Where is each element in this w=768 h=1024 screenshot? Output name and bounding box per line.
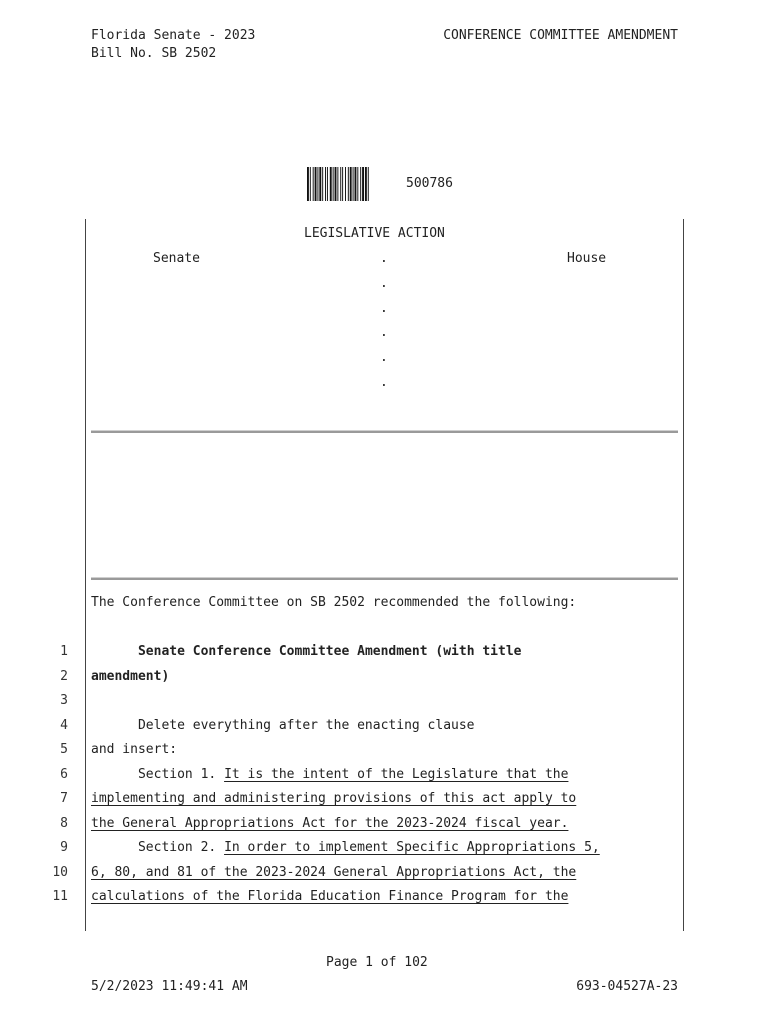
amendment-line: [91, 644, 521, 659]
intro-text: The Conference Committee on SB 2502 recommended the following:: [91, 595, 577, 610]
inserted-text: calculations of the Florida Education Finance Program for the: [91, 889, 569, 904]
barcode-bar: [337, 167, 338, 201]
line-number: 10: [52, 864, 68, 880]
action-dot: .: [380, 301, 388, 316]
barcode-bar: [307, 167, 309, 201]
barcode-bar: [335, 167, 337, 201]
barcode-bar: [355, 167, 357, 201]
line-text: Section 2.: [91, 840, 225, 855]
action-dot: .: [380, 251, 388, 266]
barcode-bar: [319, 167, 321, 201]
line-number: 8: [60, 815, 68, 831]
barcode-bar: [317, 167, 318, 201]
inserted-text: implementing and administering provisions of this act apply to: [91, 791, 577, 806]
line-number: 5: [60, 742, 68, 757]
barcode-bar: [348, 167, 349, 201]
legislative-action-title: LEGISLATIVE ACTION: [304, 226, 445, 241]
barcode-bar: [333, 167, 334, 201]
action-dot: .: [380, 325, 388, 340]
barcode-bar: [310, 167, 311, 201]
line-text: [91, 644, 138, 659]
line-number: 2: [60, 668, 68, 684]
barcode-bar: [322, 167, 323, 201]
line-number: 11: [52, 889, 68, 904]
barcode-bar: [368, 167, 369, 201]
amendment-line: [91, 718, 475, 733]
line-text: Delete everything after the enacting clause: [91, 717, 475, 733]
page-number: Page 1 of 102: [326, 955, 428, 970]
inserted-text: the General Appropriations Act for the 2023-2024 fiscal year.: [91, 815, 569, 831]
inserted-text: 6, 80, and 81 of the 2023-2024 General Appropriations Act, the: [91, 864, 577, 880]
action-dot: .: [380, 375, 388, 390]
senate-label: Senate: [153, 251, 200, 266]
barcode-bar: [353, 167, 354, 201]
amendment-line: [91, 865, 576, 880]
amendment-line: [91, 840, 600, 855]
barcode-bar: [313, 167, 314, 201]
barcode-bar: [315, 167, 317, 201]
inserted-text: It is the intent of the Legislature that the: [224, 766, 569, 782]
barcode-bar: [360, 167, 361, 201]
line-number: 9: [60, 840, 68, 855]
barcode-bar: [350, 167, 352, 201]
line-number: 7: [60, 791, 68, 806]
bold-text: Senate Conference Committee Amendment (with title: [137, 644, 522, 659]
header-bill-number: Bill No. SB 2502: [91, 46, 217, 61]
amendment-line: [91, 669, 169, 684]
action-dot: .: [380, 276, 388, 291]
header-senate-year: Florida Senate - 2023: [91, 28, 256, 43]
barcode-bar: [357, 167, 358, 201]
line-text: and insert:: [91, 742, 178, 757]
action-dot: .: [380, 350, 388, 365]
barcode-bar: [340, 167, 341, 201]
divider-rule: [91, 430, 678, 433]
barcode-bar: [365, 167, 367, 201]
barcode-bar: [345, 167, 346, 201]
footer-datetime: 5/2/2023 11:49:41 AM: [91, 979, 248, 994]
right-margin-line: [683, 219, 684, 931]
line-number: 4: [60, 717, 68, 733]
left-margin-line: [85, 219, 86, 931]
amendment-line: [91, 889, 568, 904]
amendment-line: [91, 816, 568, 831]
amendment-line: [91, 742, 177, 757]
line-text: Section 1.: [91, 766, 225, 782]
barcode-bar: [330, 167, 332, 201]
barcode-number: 500786: [406, 176, 453, 191]
inserted-text: In order to implement Specific Appropriations 5,: [224, 840, 600, 855]
barcode-image: [307, 167, 400, 201]
barcode-bar: [362, 167, 364, 201]
barcode-bar: [325, 167, 326, 201]
footer-document-id: 693-04527A-23: [576, 979, 678, 994]
house-label: House: [567, 251, 607, 266]
header-amendment-type: CONFERENCE COMMITTEE AMENDMENT: [443, 28, 678, 43]
line-number: 3: [60, 693, 68, 708]
barcode-bar: [327, 167, 328, 201]
line-number: 1: [60, 644, 68, 659]
amendment-line: [91, 791, 576, 806]
line-number: 6: [60, 766, 68, 782]
barcode-bar: [342, 167, 343, 201]
divider-rule: [91, 577, 678, 580]
bold-text: amendment): [91, 668, 170, 684]
amendment-line: [91, 767, 568, 782]
